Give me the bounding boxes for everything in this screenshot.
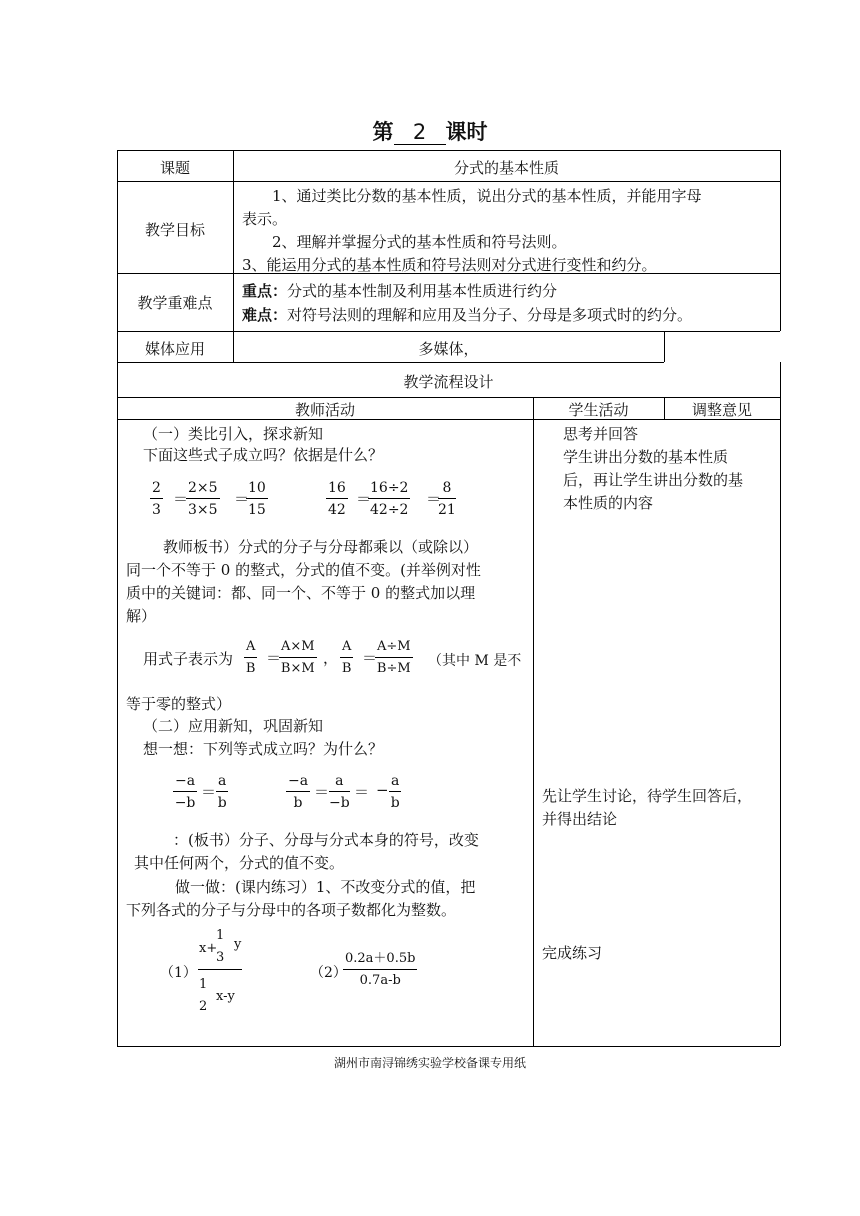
board-note-2-line-4: 下列各式的分子与分母中的各项子数都化为整数。 [126, 901, 457, 919]
board-note-1-line-2: 同一个不等于 0 的整式，分式的值不变。(并举例对性 [126, 561, 481, 579]
col-adjust: 调整意见 [691, 401, 752, 419]
goal-line-1: 1、通过类比分数的基本性质，说出分式的基本性质，并能用字母 [272, 187, 702, 205]
goals-label: 教学目标 [144, 221, 205, 239]
media-value: 多媒体， [418, 340, 479, 358]
board-note-2-line-3: 做一做：(课内练习）1、不改变分式的值，把 [175, 878, 476, 896]
student-answer-2-line-2: 后，再让学生讲出分数的基 [563, 471, 744, 489]
formula-note-1: （其中 M 是不 [428, 653, 522, 669]
student-answer-1: 思考并回答 [563, 425, 639, 443]
key-point-tag: 重点： [242, 282, 288, 300]
board-note-1-line-4: 解） [126, 607, 157, 625]
page-title [0, 116, 860, 146]
section1-title: （一）类比引入，探求新知 [143, 425, 324, 443]
title-prefix: 第 [372, 120, 394, 144]
media-label: 媒体应用 [144, 340, 205, 358]
lesson-number: 2 [394, 120, 446, 145]
formula-prefix: 用式子表示为 [143, 650, 234, 668]
student-answer-2-line-1: 学生讲出分数的基本性质 [563, 448, 729, 466]
hard-point-tag: 难点： [242, 306, 288, 324]
topic-label: 课题 [159, 159, 190, 177]
hard-point-text: 对符号法则的理解和应用及当分子、分母是多项式时的约分。 [287, 306, 693, 324]
flow-title: 教学流程设计 [403, 373, 494, 391]
key-point-text: 分式的基本性制及利用基本性质进行约分 [287, 282, 558, 300]
student-discussion-line-1: 先让学生讨论，待学生回答后， [542, 787, 753, 805]
col-student: 学生活动 [568, 401, 629, 419]
student-exercise: 完成练习 [542, 944, 603, 962]
goal-line-3: 2、理解并掌握分式的基本性质和符号法则。 [272, 233, 567, 251]
section1-question: 下面这些式子成立吗？依据是什么？ [143, 446, 384, 464]
title-suffix: 课时 [445, 120, 488, 144]
formula-note-2: 等于零的整式） [126, 695, 232, 713]
student-answer-2-line-3: 本性质的内容 [563, 494, 654, 512]
board-note-2-line-1: ：(板书）分子、分母与分式本身的符号，改变 [173, 831, 479, 849]
footer-note: 湖州市南浔锦绣实验学校备课专用纸 [333, 1056, 526, 1070]
board-note-1-line-1: 教师板书）分式的分子与分母都乘以（或除以） [163, 538, 479, 556]
key-point [242, 280, 557, 301]
topic-value: 分式的基本性质 [453, 159, 559, 177]
goal-line-4: 3、能运用分式的基本性质和符号法则对分式进行变性和约分。 [242, 256, 657, 274]
student-discussion-line-2: 并得出结论 [542, 810, 618, 828]
board-note-1-line-3: 质中的关键词：都、同一个、不等于 0 的整式加以理 [126, 584, 476, 602]
key-label: 教学重难点 [137, 294, 213, 312]
section2-title: （二）应用新知，巩固新知 [143, 717, 324, 735]
hard-point [242, 304, 692, 325]
board-note-2-line-2: 其中任何两个，分式的值不变。 [134, 854, 345, 872]
goal-line-2: 表示。 [242, 210, 288, 228]
col-teacher: 教师活动 [294, 401, 355, 419]
section2-question: 想一想：下列等式成立吗？为什么？ [143, 740, 384, 758]
